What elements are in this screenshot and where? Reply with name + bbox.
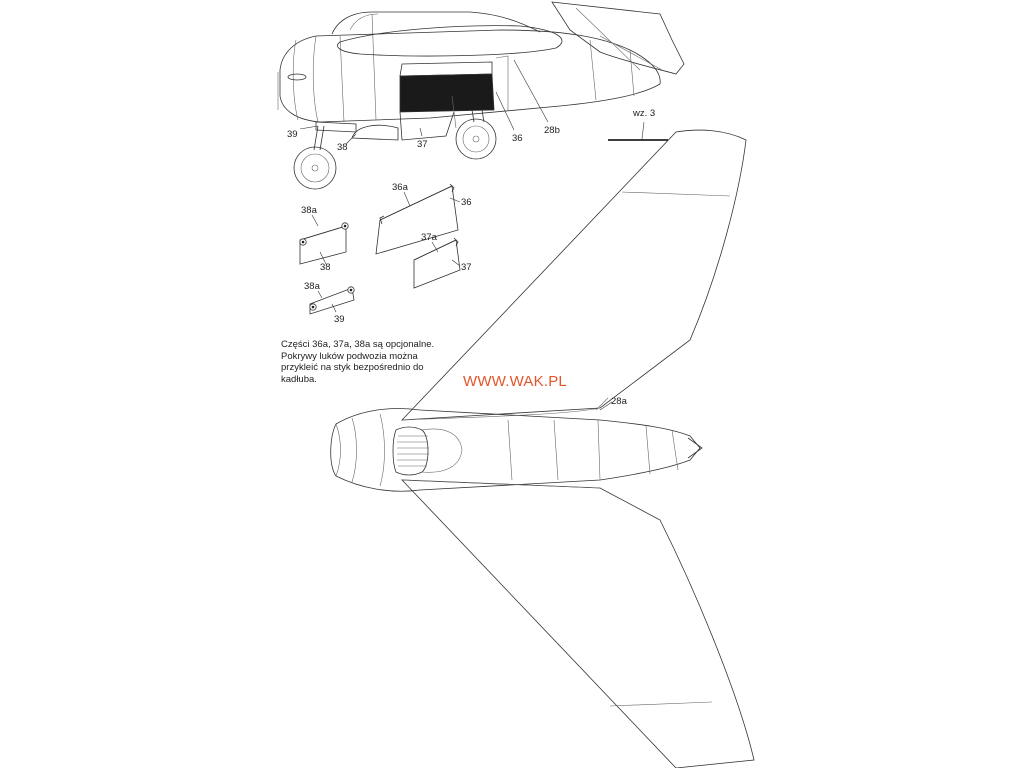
label-39-detail: 39 xyxy=(334,314,345,325)
label-38: 38 xyxy=(337,142,348,153)
website-url: WWW.WAK.PL xyxy=(463,373,567,390)
label-36a: 36a xyxy=(392,182,408,193)
fuselage-side-view xyxy=(278,2,684,189)
label-38a-top: 38a xyxy=(301,205,317,216)
part-36-detail xyxy=(376,184,460,254)
note-line-1: Części 36a, 37a, 38a są opcjonalne. xyxy=(281,339,435,350)
assembly-note xyxy=(281,339,456,385)
wing-top-view xyxy=(331,130,754,768)
label-36: 36 xyxy=(512,133,523,144)
note-line-2: Pokrywy luków podwozia można xyxy=(281,350,418,362)
note-line-4: kadłuba. xyxy=(281,373,317,385)
nose-wheel xyxy=(294,147,336,189)
main-wheel xyxy=(456,119,496,159)
label-38a-bottom: 38a xyxy=(304,281,320,292)
part-37-detail xyxy=(414,238,460,288)
label-28b: 28b xyxy=(544,125,560,136)
label-37a: 37a xyxy=(421,232,437,243)
label-38-detail: 38 xyxy=(320,262,331,273)
label-36-detail: 36 xyxy=(461,197,472,208)
part-38-detail xyxy=(300,215,348,264)
label-28a: 28a xyxy=(611,396,627,407)
label-wz3: wz. 3 xyxy=(633,108,656,119)
template-wz3 xyxy=(608,122,668,140)
label-37-detail: 37 xyxy=(461,262,472,273)
gear-bay xyxy=(400,74,494,112)
label-37: 37 xyxy=(417,139,428,150)
note-line-3: przykleić na styk bezpośrednio do xyxy=(281,362,424,373)
label-39: 39 xyxy=(287,129,298,140)
